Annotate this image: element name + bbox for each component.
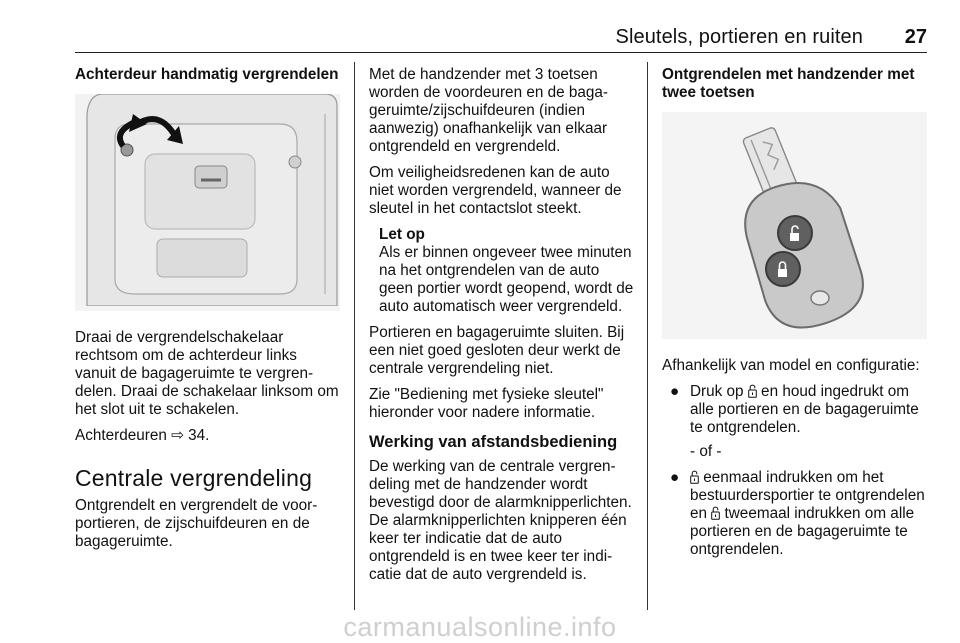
unlock-icon: [690, 470, 699, 484]
list-item: ● eenmaal indrukken om het bestuurdersportier te ontgrendelen en tweemaal indrukken om alle portieren en de bagageruimte te ontgrendelen.: [670, 469, 925, 558]
bullet-list: [662, 383, 927, 437]
note-box: [369, 226, 634, 316]
unlock-icon: [711, 506, 720, 520]
header-title: Sleutels, portieren en ruiten: [615, 26, 863, 48]
paragraph: Draai de vergrendelschakelaar rechtsom om de achterdeur links vanuit de bagageruimte te vergrendelen. Draai de schakelaar linksom om het slot uit te schakelen.: [75, 329, 339, 418]
bullet-icon: ●: [670, 383, 680, 400]
list-item: ● Druk op en houd ingedrukt om alle portieren en de bagageruimte te ontgrendelen.: [670, 383, 919, 436]
or-separator: - of -: [690, 443, 722, 460]
page-header: [75, 26, 927, 53]
page-number: 27: [904, 26, 927, 48]
column-3: [662, 66, 927, 565]
column-divider: [354, 62, 355, 610]
page-ref-arrow-icon: ⇨: [171, 427, 184, 444]
unlock-icon: [748, 384, 757, 398]
column-1: [75, 66, 340, 559]
column-divider: [647, 62, 648, 610]
note-text: Als er binnen ongeveer twee minuten na het ontgrendelen van de auto geen portier wordt geopend, wordt de auto automatisch weer vergrendeld.: [379, 244, 634, 315]
page-ref-link[interactable]: 34.: [188, 427, 210, 444]
cross-reference: Achterdeuren ⇨ 34.: [75, 427, 210, 444]
watermark: carmanualsonline.info: [343, 612, 617, 642]
paragraph: Afhankelijk van model en configuratie:: [662, 357, 920, 374]
section-heading-central-locking: Centrale vergrendeling: [75, 465, 313, 491]
two-button-key-illustration: [662, 112, 927, 339]
paragraph: De werking van de centrale vergrendeling met de handzender wordt bevestigd door de alarmknipperlichten. De alarmknipperlichten knipperen één keer ter indicatie dat de auto ontgrendeld is en twee keer ter indicatie dat de auto vergrendeld is.: [369, 458, 632, 583]
section-heading-two-button-remote: Ontgrendelen met handzender met twee toetsen: [662, 66, 915, 101]
note-label: Let op: [379, 226, 425, 243]
rear-door-lock-illustration: [75, 94, 340, 311]
paragraph: Met de handzender met 3 toetsen worden de voordeuren en de bagageruimte/zijschuifdeuren (indien aanwezig) onafhankelijk van elkaar ontgrendeld en vergrendeld.: [369, 66, 608, 155]
column-2: [369, 66, 634, 592]
paragraph: Zie "Bediening met fysieke sleutel" hieronder voor nadere informatie.: [369, 386, 604, 421]
subheading-remote-operation: Werking van afstandsbediening: [369, 433, 618, 451]
bullet-list: [662, 469, 927, 559]
section-heading-rear-door: Achterdeur handmatig vergrendelen: [75, 66, 339, 83]
bullet-icon: ●: [670, 469, 680, 486]
paragraph: Om veiligheidsredenen kan de auto niet worden vergrendeld, wanneer de sleutel in het contactslot steekt.: [369, 164, 622, 217]
paragraph: Ontgrendelt en vergrendelt de voorportieren, de zijschuifdeuren en de bagageruimte.: [75, 497, 318, 550]
paragraph: Portieren en bagageruimte sluiten. Bij een niet goed gesloten deur werkt de centrale vergrendeling niet.: [369, 324, 625, 377]
